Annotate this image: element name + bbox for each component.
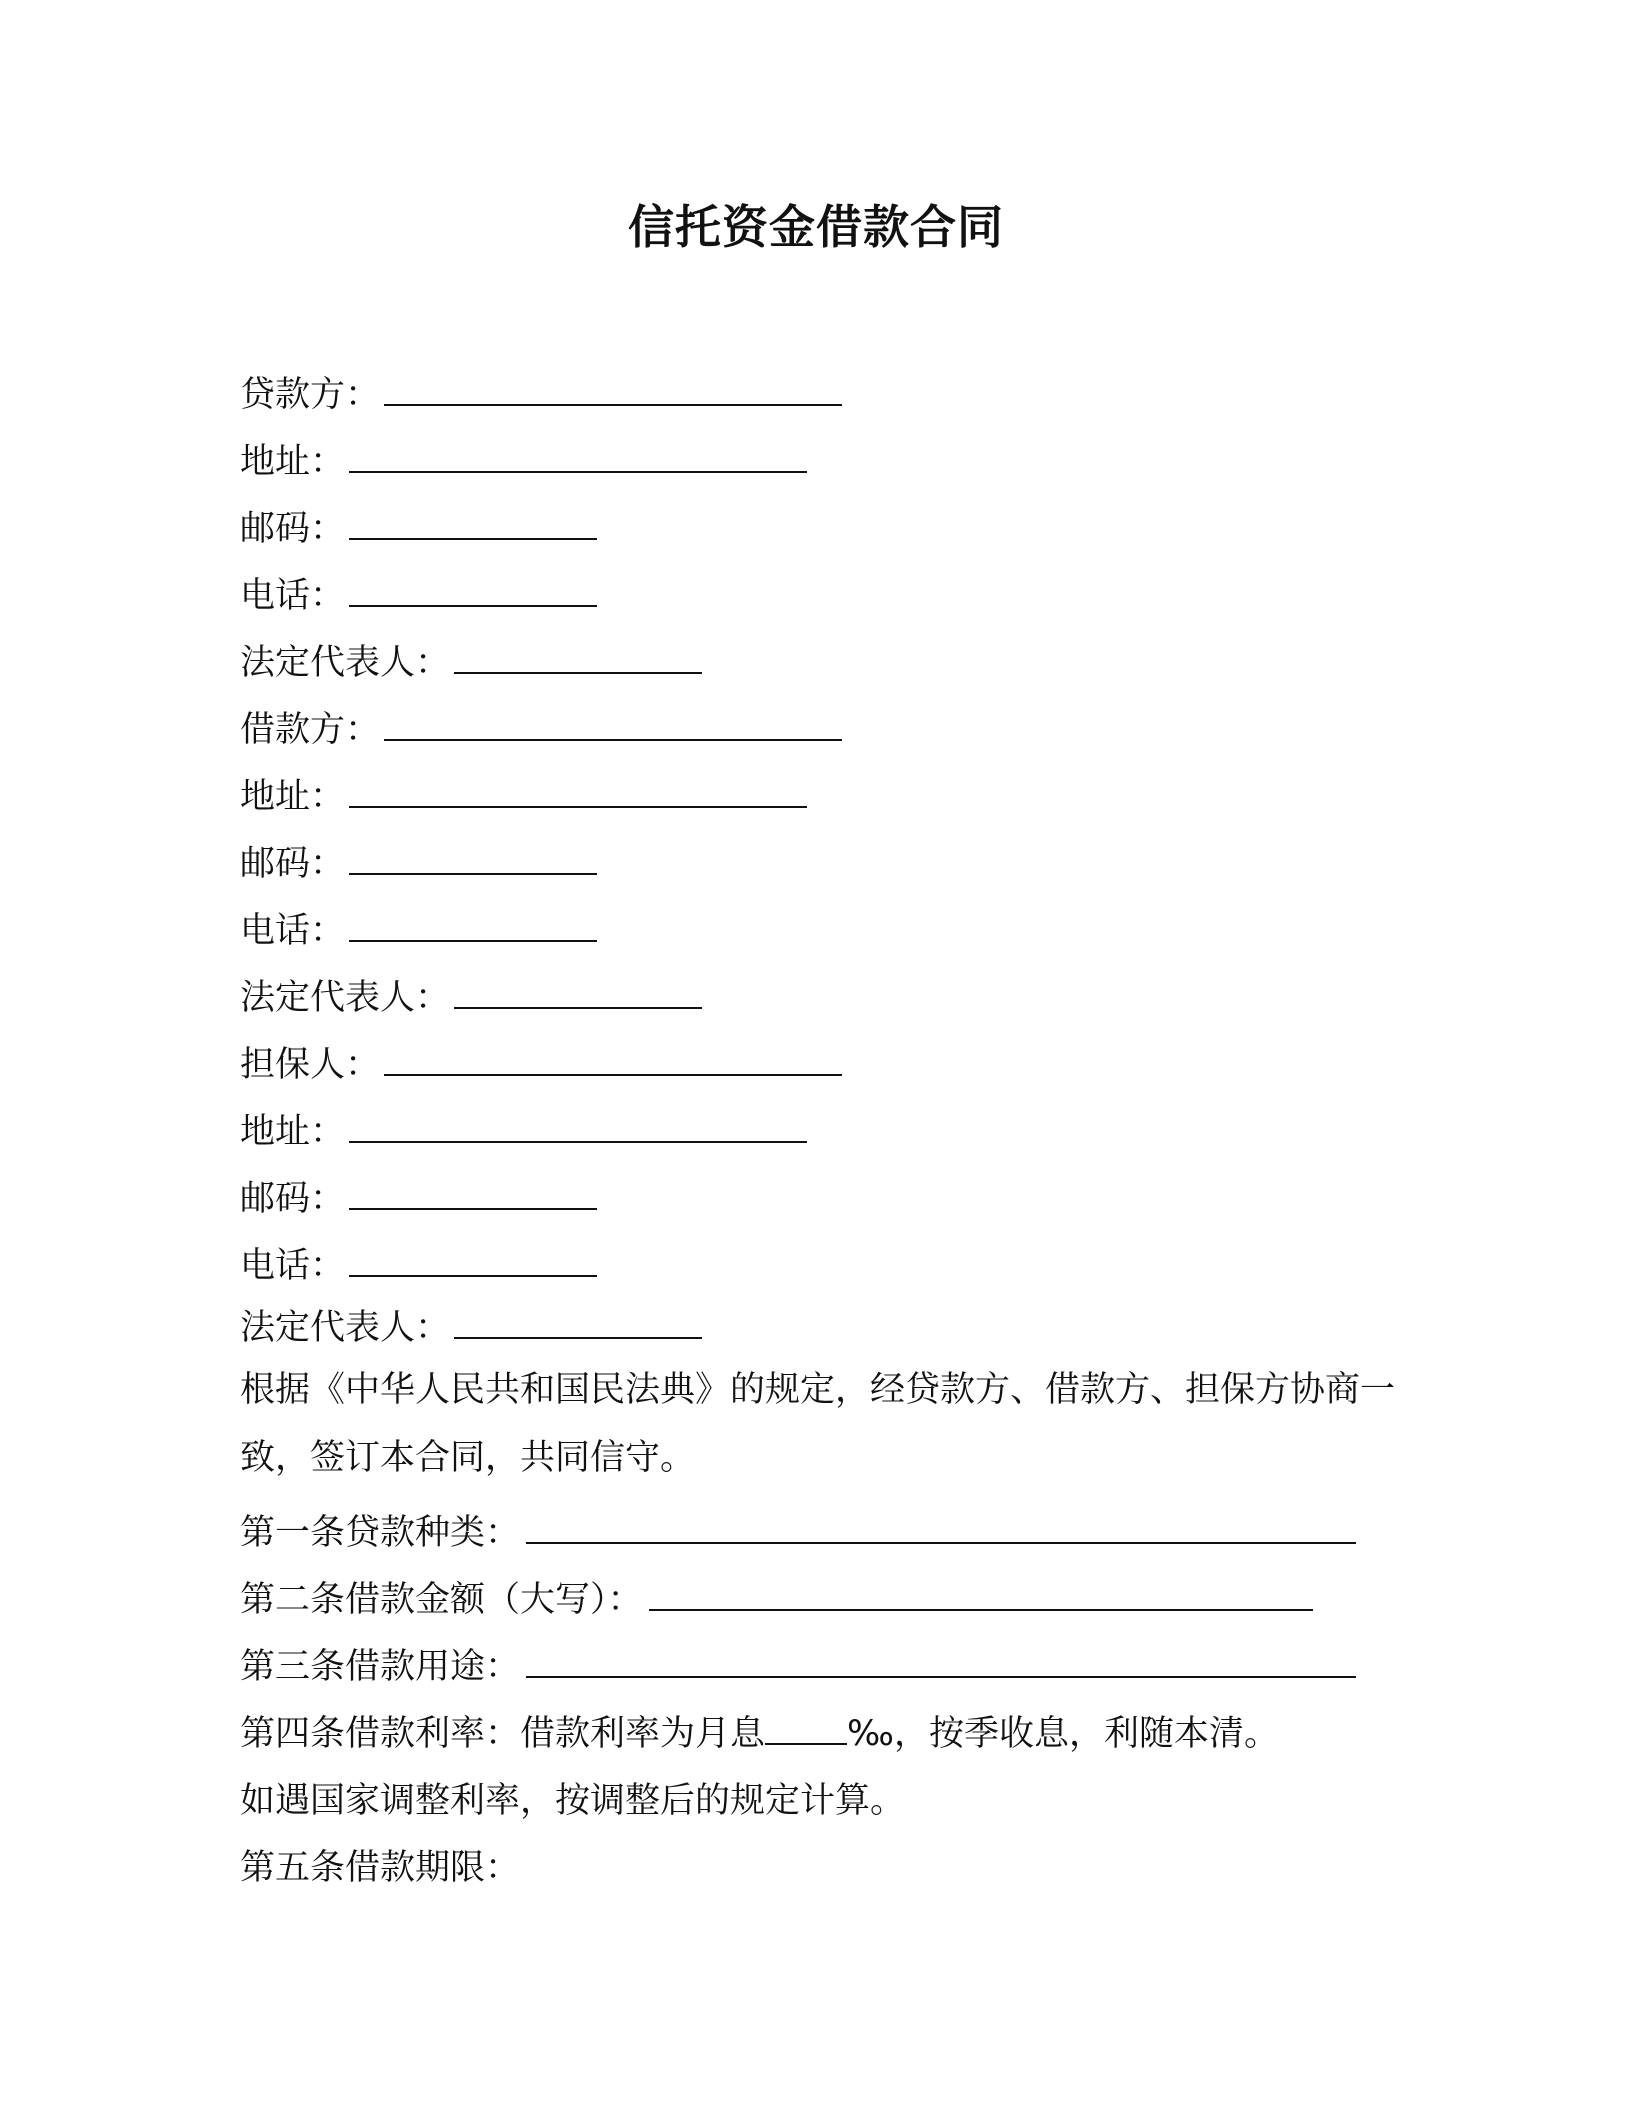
guarantor-name-label: 担保人： [240,1045,381,1085]
lender-address-blank[interactable] [349,443,807,473]
lender-phone-line [240,563,1405,630]
lender-postcode-line [240,496,1405,563]
article-5-label: 第五条借款期限： [240,1848,521,1888]
article-4-suffix: ‰，按季收息，利随本清。 [847,1714,1279,1754]
lender-rep-label: 法定代表人： [240,643,451,683]
borrower-postcode-label: 邮码： [240,844,346,884]
lender-rep-blank[interactable] [454,644,702,674]
lender-rep-line [240,630,1405,697]
lender-phone-blank[interactable] [349,577,597,607]
borrower-name-blank[interactable] [384,711,842,741]
guarantor-address-blank[interactable] [349,1113,807,1143]
guarantor-phone-blank[interactable] [349,1247,597,1277]
guarantor-postcode-blank[interactable] [349,1180,597,1210]
article-2-blank[interactable] [649,1581,1313,1611]
article-3-label: 第三条借款用途： [240,1647,521,1687]
guarantor-phone-label: 电话： [240,1246,346,1286]
lender-name-label: 贷款方： [240,375,381,415]
article-4-line [240,1701,1405,1768]
guarantor-phone-line [240,1233,1405,1300]
lender-address-label: 地址： [240,442,346,482]
borrower-address-label: 地址： [240,777,346,817]
guarantor-name-line [240,1032,1405,1099]
guarantor-rep-blank[interactable] [454,1309,702,1339]
lender-postcode-blank[interactable] [349,510,597,540]
borrower-address-line [240,764,1405,831]
borrower-address-blank[interactable] [349,778,807,808]
lender-address-line [240,429,1405,496]
article-1-label: 第一条贷款种类： [240,1513,521,1553]
preamble-paragraph: 根据《中华人民共和国民法典》的规定，经贷款方、借款方、担保方协商一致，签订本合同，共同信守。 [240,1370,1396,1478]
borrower-phone-blank[interactable] [349,912,597,942]
borrower-rep-line [240,965,1405,1032]
lender-phone-label: 电话： [240,576,346,616]
document-title: 信托资金借款合同 [628,200,1004,254]
article-4-note: 如遇国家调整利率，按调整后的规定计算。 [240,1781,906,1821]
document-body [240,362,1405,1902]
borrower-postcode-blank[interactable] [349,845,597,875]
guarantor-rep-line [240,1300,1405,1356]
guarantor-address-line [240,1099,1405,1166]
guarantor-postcode-line [240,1166,1405,1233]
article-1-line [240,1500,1405,1567]
article-1-blank[interactable] [526,1514,1356,1544]
guarantor-rep-label: 法定代表人： [240,1308,451,1348]
article-2-label: 第二条借款金额（大写）： [240,1580,643,1620]
borrower-phone-label: 电话： [240,911,346,951]
article-4-label: 第四条借款利率：借款利率为月息 [240,1714,766,1754]
borrower-name-label: 借款方： [240,710,381,750]
article-5-line [240,1835,1405,1902]
lender-postcode-label: 邮码： [240,509,346,549]
article-4-rate-blank[interactable] [765,1715,847,1745]
guarantor-address-label: 地址： [240,1112,346,1152]
lender-name-line [240,362,1405,429]
lender-name-blank[interactable] [384,376,842,406]
article-2-line [240,1567,1405,1634]
guarantor-name-blank[interactable] [384,1046,842,1076]
article-3-line [240,1634,1405,1701]
borrower-name-line [240,697,1405,764]
borrower-rep-label: 法定代表人： [240,978,451,1018]
article-4-note-line [240,1768,1405,1835]
borrower-postcode-line [240,831,1405,898]
borrower-rep-blank[interactable] [454,979,702,1009]
guarantor-postcode-label: 邮码： [240,1179,346,1219]
borrower-phone-line [240,898,1405,965]
article-3-blank[interactable] [526,1648,1356,1678]
